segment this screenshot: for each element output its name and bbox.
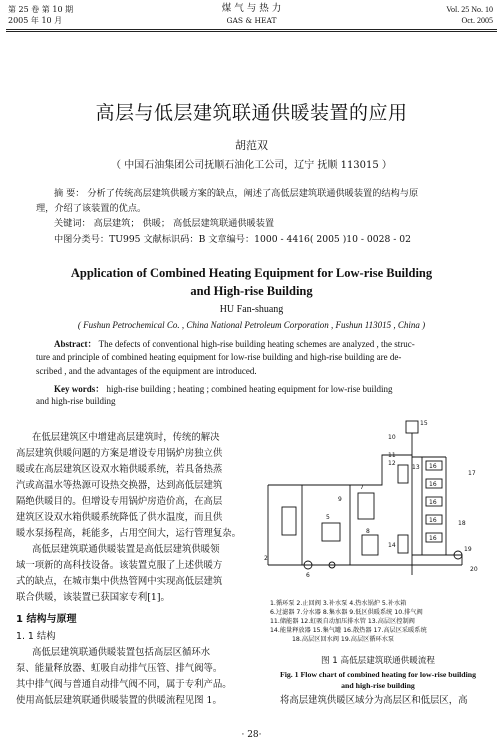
page-number: · 28· xyxy=(241,730,262,740)
fig-label-16a: 16 xyxy=(429,463,437,470)
air-collector-box xyxy=(406,421,418,433)
makeup-tank-box xyxy=(322,523,340,541)
body-left-line2: 高层建筑供暖问题的方案是增设专用锅炉房独立供 xyxy=(16,448,223,459)
body-left-line9: 域一项新的高科技设备。该装置克服了上述供暖方 xyxy=(16,560,223,571)
energy-release-box xyxy=(398,535,408,553)
abstract-en-text1: The defects of conventional high-rise building heating schemes are analyzed , the struc- xyxy=(98,339,415,349)
body-left-line8: 高低层建筑联通供暖装置是高低层建筑供暖领 xyxy=(32,544,220,555)
body-left-line11: 联合供暖，该装置已获国家专利[1]。 xyxy=(16,592,170,603)
body-left2-line4: 使用高低层建筑联通供暖装置的供暖流程见图 1。 xyxy=(16,695,222,706)
energy-storage-box xyxy=(398,465,408,483)
fig-label-2: 2 xyxy=(264,555,268,562)
fig-label-17: 17 xyxy=(468,470,476,477)
body-left2-line3: 其中排气阀与普通自动排气阀不同，属于专利产品。 xyxy=(16,679,232,690)
body-left-line1: 在低层建筑区中增建高层建筑时，传统的解决 xyxy=(32,432,220,443)
journal-volume-en: Vol. 25 No. 10 xyxy=(446,5,493,14)
figure-legend-line2: 6.过滤器 7.分水器 8.集水器 9.低区供暖系统 10.排气阀 xyxy=(270,609,423,616)
abstract-cn-line1: 摘 要： 分析了传统高层建筑供暖方案的缺点，阐述了高低层建筑联通供暖装置的结构与原 xyxy=(54,188,419,199)
fig-label-16d: 16 xyxy=(429,517,437,524)
body-left-line6: 建筑区设双水箱供暖系统降低了供水温度，而且供 xyxy=(16,512,223,523)
abstract-en-line2: ture and principle of combined heating equipment for low-rise building and high-rise building are de- xyxy=(36,352,402,362)
fig-label-18: 18 xyxy=(458,520,466,527)
body-right-line1: 将高层建筑供暖区域分为高层区和低层区，高 xyxy=(280,695,468,706)
paper-title-en-line2: and High-rise Building xyxy=(190,284,313,298)
fig-label-11: 11 xyxy=(388,452,396,459)
header-rule-thin xyxy=(6,31,497,32)
keywords-en-line2: and high-rise building xyxy=(36,396,116,406)
flow-chart-figure xyxy=(262,415,494,597)
fig-label-14: 14 xyxy=(388,542,396,549)
figure-legend-line4: 14.能量释放器 15.集气罐 16.散热器 17.高层区采暖系统 xyxy=(270,627,427,634)
fig-label-16e: 16 xyxy=(429,535,437,542)
distributor-box xyxy=(358,493,374,519)
fig-label-8: 8 xyxy=(366,528,370,535)
journal-name-cn: 煤 气 与 热 力 xyxy=(221,3,282,14)
journal-volume: 第 25 卷 第 10 期 xyxy=(8,5,74,14)
fig-label-7: 7 xyxy=(360,484,364,491)
fig-label-19: 19 xyxy=(464,546,472,553)
body-left2-line2: 泵、能量释放器、虹吸自动排气压管、排气阀等。 xyxy=(16,663,223,674)
fig-label-10: 10 xyxy=(388,434,396,441)
body-left-line10: 式的缺点，在城市集中供热管网中实现高低层建筑 xyxy=(16,576,223,587)
keywords-en-text1: high-rise building ; heating ; combined heating equipment for low-rise building xyxy=(106,384,393,394)
fig-label-5: 5 xyxy=(326,514,330,521)
figure-legend-line1: 1.循环泵 2.止回阀 3.补水泵 4.热水锅炉 5.补水箱 xyxy=(270,600,407,607)
abstract-en-line1 xyxy=(54,337,484,351)
abstract-cn-line2: 理，介绍了该装置的优点。 xyxy=(36,203,147,214)
classification-cn: 中图分类号：TU995 文献标识码：B 文章编号：1000 - 4416( 2005 )10 - 0028 - 02 xyxy=(54,234,411,245)
body-left2-line1: 高低层建筑联通供暖装置包括高层区循环水 xyxy=(32,647,211,658)
journal-date-en: Oct. 2005 xyxy=(461,16,493,25)
fig-label-16c: 16 xyxy=(429,499,437,506)
fig-label-13: 13 xyxy=(412,464,420,471)
figure-caption-cn: 图 1 高低层建筑联通供暖流程 xyxy=(320,656,436,666)
keywords-en-line1 xyxy=(54,382,392,395)
figure-caption-en-line1: Fig. 1 Flow chart of combined heating for low-rise building xyxy=(279,670,477,679)
fig-label-9: 9 xyxy=(338,496,342,503)
abstract-en-label: Abstract： xyxy=(54,339,97,349)
boiler-box xyxy=(282,507,296,535)
fig-label-15: 15 xyxy=(420,420,428,427)
body-left-line4: 汽或高温水等热源可设热交换器，达到高低层建筑 xyxy=(16,480,223,491)
section-heading-1-1: 1. 1 结构 xyxy=(16,631,56,642)
figure-legend-line5: 18.高层区回水阀 19.高层区循环水泵 xyxy=(292,636,395,643)
author-cn: 胡范双 xyxy=(235,139,268,152)
paper-title-en-line1: Application of Combined Heating Equipment for Low-rise Building xyxy=(70,266,433,280)
keywords-cn: 关键词： 高层建筑； 供暖； 高低层建筑联通供暖装置 xyxy=(54,218,275,229)
high-zone-header xyxy=(412,457,462,565)
figure-legend-line3: 11.储能器 12.虹吸自动加压排水管 13.高层区控制阀 xyxy=(270,618,415,625)
section-heading-1: 1 结构与原理 xyxy=(16,614,77,625)
header-rule xyxy=(6,29,497,30)
fig-label-16b: 16 xyxy=(429,481,437,488)
fig-label-6: 6 xyxy=(306,572,310,579)
body-left-line7: 暖水泵扬程高，耗能多，占用空间大，运行管理复杂。 xyxy=(16,528,242,539)
author-en: HU Fan-shuang xyxy=(219,304,284,315)
figure-caption-en-line2: and high-rise building xyxy=(341,681,415,690)
affiliation-en: ( Fushun Petrochemical Co. , China National Petroleum Corporation , Fushun 113015 , China ) xyxy=(77,320,426,330)
journal-date: 2005 年 10 月 xyxy=(8,16,63,25)
fig-label-20: 20 xyxy=(470,566,478,573)
collector-box xyxy=(362,535,378,555)
body-left-line3: 暖或在高层建筑区设双水箱供暖系统，若具备热蒸 xyxy=(16,464,223,475)
abstract-en-line3: scribed , and the advantages of the equipment are introduced. xyxy=(36,366,257,376)
paper-title-cn: 高层与低层建筑联通供暖装置的应用 xyxy=(95,102,408,124)
journal-name-en: GAS & HEAT xyxy=(226,16,277,25)
keywords-en-label: Key words： xyxy=(54,384,105,394)
affiliation-cn: （ 中国石油集团公司抚顺石油化工公司，辽宁 抚顺 113015 ） xyxy=(111,160,392,171)
body-left-line5: 隔绝供暖目的。但增设专用锅炉房造价高，在高层 xyxy=(16,496,223,507)
fig-label-12: 12 xyxy=(388,460,396,467)
